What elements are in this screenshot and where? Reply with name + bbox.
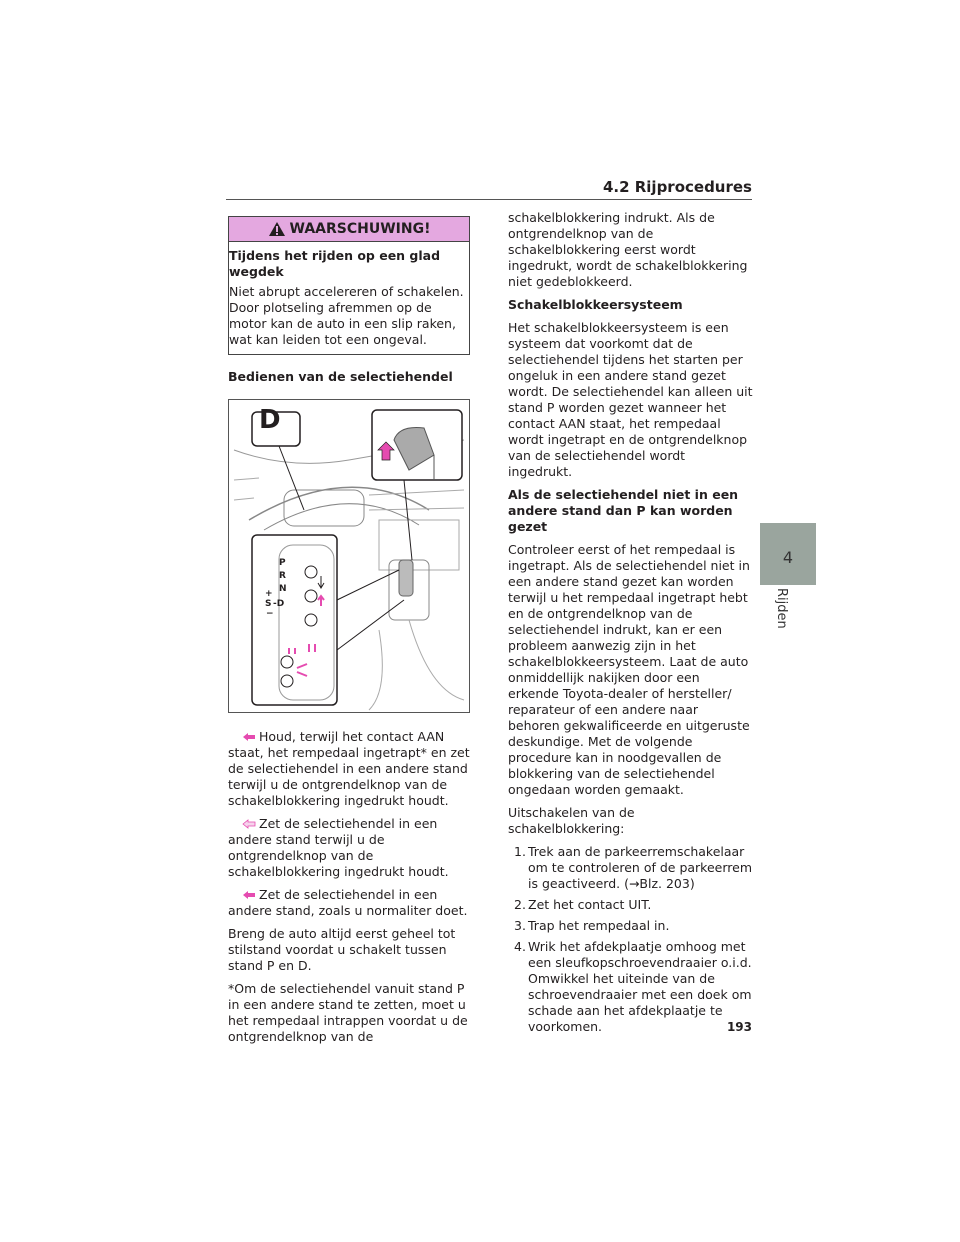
paragraph-release: Uitschakelen van de schakelblokkering: xyxy=(508,805,635,836)
step-number: 3. xyxy=(514,918,526,933)
step-number: 1. xyxy=(514,844,526,859)
header-divider xyxy=(226,199,752,200)
heading-shiftlock: Schakelblokkeersysteem xyxy=(508,297,683,312)
warning-triangle-icon xyxy=(268,221,286,237)
pink-arrow-icon xyxy=(242,732,256,742)
step-number: 4. xyxy=(514,939,526,954)
list-item xyxy=(508,844,753,892)
continued-paragraph: schakelblokkering indrukt. Als de ontgrendelknop van de schakelblokkering eerst wordt ingedrukt, wordt de schakelblokkering niet gedeblokkeerd. xyxy=(508,210,748,289)
paragraph-shiftlock: Het schakelblokkeersysteem is een systeem dat voorkomt dat de selectiehendel tijdens het starten per ongeluk in een andere stand gezet wordt. De selectiehendel kan alleen uit stand P worden gezet wanneer het contact AAN staat, het rempedaal wordt ingetrapt en de ontgrendelknop van de selectiehendel wordt ingedrukt. xyxy=(508,320,753,479)
warning-body xyxy=(229,242,469,354)
chapter-number: 4 xyxy=(782,548,794,567)
step-number: 2. xyxy=(514,897,526,912)
step-text: Trek aan de parkeerremschakelaar om te controleren of de parkeerrem is geactiveerd. (→Blz. 203) xyxy=(528,844,753,891)
section-heading: Bedienen van de selectiehendel xyxy=(228,369,453,384)
outline-arrow-icon xyxy=(242,819,256,829)
gear-badge: D xyxy=(259,405,281,435)
footnote: *Om de selectiehendel vanuit stand P in een andere stand te zetten, moet u het rempedaal intrappen voordat u de ontgrendelknop van de xyxy=(228,981,468,1044)
gate-d: -D xyxy=(273,599,285,609)
page-number: 193 xyxy=(726,1020,752,1034)
warning-title: WAARSCHUWING! xyxy=(289,221,431,237)
warning-text: Niet abrupt accelereren of schakelen. Door plotseling afremmen op de motor kan de auto in een slip raken, wat kan leiden tot een ongeval. xyxy=(229,284,464,347)
legend-text-1: Houd, terwijl het contact AAN staat, het rempedaal ingetrapt* en zet de selectiehendel in een andere stand terwijl u de ontgrendelknop van de schakelblokkering ingedrukt houdt. xyxy=(228,729,470,808)
step-text: Wrik het afdekplaatje omhoog met een sleufkopschroevendraaier o.i.d. Omwikkel het uiteinde van de schroevendraaier met een doek om schade aan het afdekplaatje te voorkomen. xyxy=(528,939,752,1034)
heading-cannot-shift: Als de selectiehendel niet in een andere stand dan P kan worden gezet xyxy=(508,487,739,534)
gate-s: S xyxy=(265,599,272,609)
gate-p: P xyxy=(279,558,286,568)
gate-minus: − xyxy=(266,609,274,619)
stop-paragraph: Breng de auto altijd eerst geheel tot stilstand voordat u schakelt tussen stand P en D. xyxy=(228,926,456,973)
section-title: 4.2 Rijprocedures xyxy=(602,178,752,196)
gate-n: N xyxy=(279,584,287,594)
legend-text-3: Zet de selectiehendel in een andere stand, zoals u normaliter doet. xyxy=(228,887,468,918)
shift-lever-illustration xyxy=(228,399,470,713)
step-text: Zet het contact UIT. xyxy=(528,897,652,912)
step-text: Trap het rempedaal in. xyxy=(528,918,670,933)
legend-text-2: Zet de selectiehendel in een andere stand terwijl u de ontgrendelknop van de schakelblokkering ingedrukt houdt. xyxy=(228,816,449,879)
procedure-list xyxy=(508,844,753,1035)
paragraph-cannot-shift: Controleer eerst of het rempedaal is ingetrapt. Als de selectiehendel niet in een andere stand gezet kan worden terwijl u het rempedaal ingetrapt hebt en de ontgrendelknop van de selectiehendel indrukt, kan er een probleem aanwezig zijn in het schakelblokkeersysteem. Laat de auto onmiddellijk nakijken door een erkende Toyota-dealer of hersteller/ reparateur of een andere naar behoren gekwalificeerde en uitgeruste deskundige. Met de volgende procedure kan in noodgevallen de blokkering van de selectiehendel ongedaan worden gemaakt. xyxy=(508,542,750,797)
chapter-label: Rijden xyxy=(774,588,789,629)
left-column xyxy=(228,216,470,1052)
gate-r: R xyxy=(279,571,286,581)
warning-subtitle: Tijdens het rijden op een glad wegdek xyxy=(229,248,441,279)
list-item xyxy=(508,897,753,913)
legend-item-1 xyxy=(228,729,470,809)
gate-plus: + xyxy=(265,589,273,599)
legend-item-3 xyxy=(228,887,470,919)
legend-item-2 xyxy=(228,816,470,880)
dashboard-illustration xyxy=(229,400,469,712)
warning-box xyxy=(228,216,470,355)
warning-header xyxy=(229,217,469,242)
right-column xyxy=(508,210,753,1040)
list-item xyxy=(508,918,753,934)
list-item xyxy=(508,939,753,1035)
pink-arrow-icon xyxy=(242,890,256,900)
